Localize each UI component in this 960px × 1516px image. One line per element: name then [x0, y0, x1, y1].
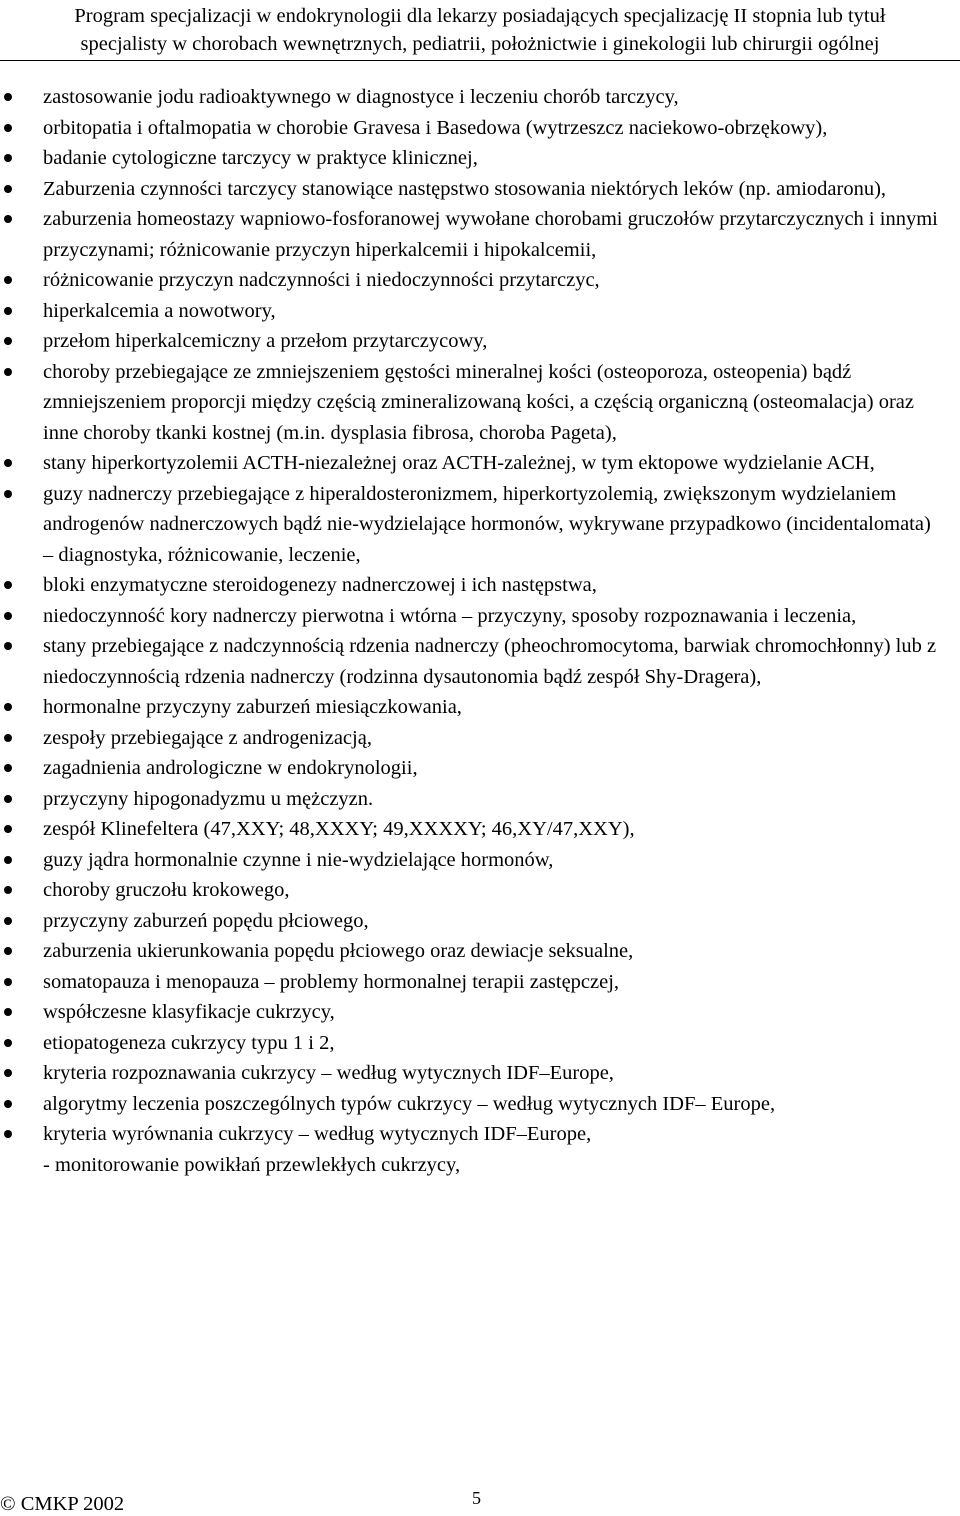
bullet-icon: [4, 368, 12, 376]
list-item: [0, 997, 960, 1028]
list-item-text: kryteria wyrównania cukrzycy – według wytycznych IDF–Europe,: [43, 1123, 592, 1145]
list-item: [0, 875, 960, 906]
list-item-text: guzy jądra hormonalnie czynne i nie-wydzielające hormonów,: [43, 848, 554, 871]
list-item-text: zaburzenia ukierunkowania popędu płciowego oraz dewiacje seksualne,: [43, 940, 634, 962]
list-item: [0, 723, 960, 754]
bullet-icon: [4, 185, 12, 193]
bullet-icon: [4, 459, 12, 467]
bullet-icon: [4, 154, 12, 162]
list-item-text: różnicowanie przyczyn nadczynności i niedoczynności przytarczyc,: [43, 269, 600, 291]
list-item: [0, 631, 960, 692]
bullet-icon: [4, 124, 12, 132]
bullet-icon: [4, 856, 12, 864]
header-line-2: specjalisty w chorobach wewnętrznych, pediatrii, położnictwie i ginekologii lub chirurgii ogólnej: [80, 33, 880, 55]
list-item-text: Zaburzenia czynności tarczycy stanowiące następstwo stosowania niektórych leków (np. amiodaronu),: [43, 177, 887, 200]
bullet-icon: [4, 1069, 12, 1077]
list-item: [0, 113, 960, 144]
list-item-text: zaburzenia homeostazy wapniowo-fosforanowej wywołane chorobami gruczołów przytarczycznych i innymi przyczynami; różnicowanie przyczyn hiperkalcemii i hipokalcemii,: [43, 208, 938, 261]
list-item: [0, 692, 960, 723]
list-item-text: hormonalne przyczyny zaburzeń miesiączkowania,: [43, 696, 462, 718]
footer-page-number: 5: [472, 1488, 481, 1508]
list-item: [0, 814, 960, 845]
bullet-icon: [4, 215, 12, 223]
bullet-icon: [4, 93, 12, 101]
list-item-text: orbitopatia i oftalmopatia w chorobie Gravesa i Basedowa (wytrzeszcz naciekowo-obrzękowy),: [43, 116, 828, 139]
list-item-text: stany hiperkortyzolemii ACTH-niezależnej oraz ACTH-zależnej, w tym ektopowe wydzielanie ACH,: [43, 452, 875, 474]
header-divider: [0, 60, 960, 61]
list-item-text: zagadnienia andrologiczne w endokrynologii,: [43, 757, 418, 779]
list-item: [0, 570, 960, 601]
list-item: [0, 1028, 960, 1059]
bullet-icon: [4, 734, 12, 742]
bullet-icon: [4, 917, 12, 925]
list-item: [0, 936, 960, 967]
bullet-icon: [4, 1039, 12, 1047]
bullet-icon: [4, 978, 12, 986]
list-item: [0, 784, 960, 815]
bullet-icon: [4, 1008, 12, 1016]
list-item-text: przyczyny zaburzeń popędu płciowego,: [43, 909, 369, 932]
list-item: [0, 357, 960, 449]
bullet-icon: [4, 276, 12, 284]
list-item-text: przełom hiperkalcemiczny a przełom przytarczycowy,: [43, 330, 488, 352]
list-item: [0, 845, 960, 876]
list-item-text: współczesne klasyfikacje cukrzycy,: [43, 1001, 335, 1023]
bullet-icon: [4, 703, 12, 711]
list-item-text: algorytmy leczenia poszczególnych typów cukrzycy – według wytycznych IDF– Europe,: [43, 1092, 776, 1115]
list-item-text: przyczyny hipogonadyzmu u mężczyzn.: [43, 787, 374, 810]
footer-copyright: © CMKP 2002: [0, 1493, 125, 1515]
bullet-icon: [4, 1130, 12, 1138]
list-item: [0, 479, 960, 571]
list-item-text: zastosowanie jodu radioaktywnego w diagnostyce i leczeniu chorób tarczycy,: [43, 86, 679, 108]
bullet-icon: [4, 642, 12, 650]
page-header: [0, 2, 960, 58]
list-item-text: guzy nadnerczy przebiegające z hiperaldosteronizmem, hiperkortyzolemią, zwiększonym wydzielaniem androgenów nadnerczowych bądź nie-wydzielające hormonów, wykrywane przypadkowo (incidentalomata) – diagnostyka, różnicowanie, leczenie,: [43, 482, 931, 566]
bullet-icon: [4, 886, 12, 894]
bullet-icon: [4, 337, 12, 345]
topic-bullet-list: [0, 82, 960, 1180]
list-item-text: - monitorowanie powikłań przewlekłych cukrzycy,: [43, 1153, 461, 1176]
list-item-text: niedoczynność kory nadnerczy pierwotna i wtórna – przyczyny, sposoby rozpoznawania i leczenia,: [43, 604, 857, 627]
list-item: [0, 448, 960, 479]
list-item-text: kryteria rozpoznawania cukrzycy – według wytycznych IDF–Europe,: [43, 1062, 614, 1084]
list-item: [0, 143, 960, 174]
bullet-icon: [4, 490, 12, 498]
list-item-text: stany przebiegające z nadczynnością rdzenia nadnerczy (pheochromocytoma, barwiak chromochłonny) lub z niedoczynnością rdzenia nadnerczy (rodzinna dysautonomia bądź zespół Shy-Dragera),: [43, 635, 937, 688]
list-item-text: etiopatogeneza cukrzycy typu 1 i 2,: [43, 1031, 335, 1054]
list-item: [0, 1089, 960, 1120]
list-item: [0, 296, 960, 327]
list-item-text: choroby gruczołu krokowego,: [43, 879, 290, 901]
list-item: [0, 204, 960, 265]
bullet-icon: [4, 947, 12, 955]
list-item: [0, 1119, 960, 1150]
list-item-text: hiperkalcemia a nowotwory,: [43, 299, 276, 322]
list-item: [0, 326, 960, 357]
bullet-icon: [4, 307, 12, 315]
list-item-text: bloki enzymatyczne steroidogenezy nadnerczowej i ich następstwa,: [43, 574, 597, 596]
list-item-text: zespoły przebiegające z androgenizacją,: [43, 726, 372, 749]
list-item-text: zespół Klinefeltera (47,XXY; 48,XXXY; 49,XXXXY; 46,XY/47,XXY),: [43, 818, 635, 840]
list-item-text: choroby przebiegające ze zmniejszeniem gęstości mineralnej kości (osteoporoza, osteopenia) bądź zmniejszeniem proporcji między częścią zmineralizowaną kości, a częścią organiczną (osteomalacja) oraz inne choroby tkanki kostnej (m.in. dysplasia fibrosa, choroba Pageta),: [43, 360, 914, 444]
list-item: [0, 1150, 960, 1181]
bullet-icon: [4, 795, 12, 803]
list-item: [0, 265, 960, 296]
bullet-icon: [4, 612, 12, 620]
list-item: [0, 906, 960, 937]
list-item: [0, 174, 960, 205]
bullet-icon: [4, 581, 12, 589]
bullet-icon: [4, 1100, 12, 1108]
list-item: [0, 1058, 960, 1089]
list-item: [0, 967, 960, 998]
header-line-1: Program specjalizacji w endokrynologii dla lekarzy posiadających specjalizację II stopnia lub tytuł: [74, 5, 886, 27]
list-item-text: badanie cytologiczne tarczycy w praktyce klinicznej,: [43, 147, 478, 169]
list-item-text: somatopauza i menopauza – problemy hormonalnej terapii zastępczej,: [43, 970, 620, 993]
bullet-icon: [4, 764, 12, 772]
list-item: [0, 753, 960, 784]
list-item: [0, 82, 960, 113]
bullet-icon: [4, 825, 12, 833]
list-item: [0, 601, 960, 632]
